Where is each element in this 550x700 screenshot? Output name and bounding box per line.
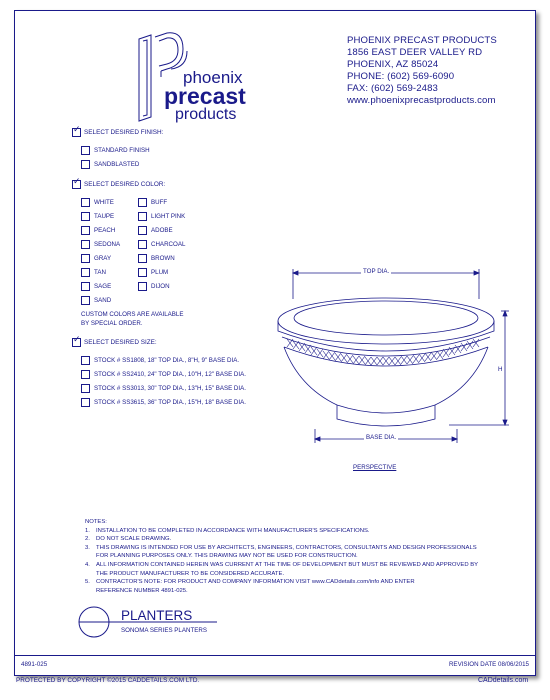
company-name: PHOENIX PRECAST PRODUCTS	[347, 35, 497, 46]
checkbox-icon[interactable]	[81, 226, 90, 235]
drawing-sheet	[14, 10, 536, 676]
logo-word-products: products	[175, 106, 237, 123]
checkbox-icon[interactable]	[81, 240, 90, 249]
title-block-title: PLANTERS	[121, 608, 193, 623]
note-row: FOR PLANNING PURPOSES ONLY. THIS DRAWING MAY NOT BE USED FOR CONSTRUCTION.	[96, 553, 358, 560]
size-header: ✓ SELECT DESIRED SIZE:	[72, 338, 157, 347]
logo-word-precast: precast	[164, 83, 246, 109]
company-city: PHOENIX, AZ 85024	[347, 59, 439, 70]
note-row: 4. ALL INFORMATION CONTAINED HEREIN WAS CURRENT AT THE TIME OF DEVELOPMENT BUT MUST BE REVIEWED AND APPROVED BY	[85, 561, 479, 568]
checkbox-icon[interactable]	[138, 254, 147, 263]
color-option-brown[interactable]: BROWN	[138, 254, 175, 263]
checked-box-icon	[72, 338, 81, 347]
planter-perspective-drawing	[265, 259, 527, 489]
custom-colors-note-line2: BY SPECIAL ORDER.	[81, 320, 143, 327]
checkbox-icon[interactable]	[138, 268, 147, 277]
color-option-adobe[interactable]: ADOBE	[138, 226, 173, 235]
rim-inner	[294, 301, 478, 335]
checkbox-icon[interactable]	[81, 398, 90, 407]
checkbox-icon[interactable]	[81, 356, 90, 365]
company-website: www.phoenixprecastproducts.com	[347, 95, 496, 106]
perspective-label: PERSPECTIVE	[353, 464, 397, 471]
checkbox-icon[interactable]	[81, 146, 90, 155]
color-option-sage[interactable]: SAGE	[81, 282, 111, 291]
size-option-ss2410[interactable]: STOCK # SS2410, 24" TOP DIA., 10"H, 12" BASE DIA.	[81, 370, 246, 379]
company-address: 1856 EAST DEER VALLEY RD	[347, 47, 483, 58]
checkbox-icon[interactable]	[138, 240, 147, 249]
notes-title: NOTES:	[85, 519, 107, 525]
checkbox-icon[interactable]	[81, 254, 90, 263]
finish-option-sandblasted[interactable]: SANDBLASTED	[81, 160, 139, 169]
checkbox-icon[interactable]	[81, 370, 90, 379]
revision-date: REVISION DATE 08/06/2015	[448, 661, 529, 668]
checkbox-icon[interactable]	[138, 226, 147, 235]
size-option-ss1808[interactable]: STOCK # SS1808, 18" TOP DIA., 8"H, 9" BASE DIA.	[81, 356, 239, 365]
sheet-reference: 4891-025	[21, 661, 48, 668]
checkbox-icon[interactable]	[138, 282, 147, 291]
note-row: REFERENCE NUMBER 4891-025.	[96, 587, 188, 594]
top-dia-label: TOP DIA.	[363, 268, 390, 275]
checkbox-icon[interactable]	[81, 384, 90, 393]
color-option-buff[interactable]: BUFF	[138, 198, 167, 207]
copyright-notice: PROTECTED BY COPYRIGHT ©2015 CADDETAILS.COM LTD.	[16, 677, 200, 684]
title-divider	[15, 655, 535, 656]
company-phone: PHONE: (602) 569-6090	[347, 71, 455, 82]
note-row: 1. INSTALLATION TO BE COMPLETED IN ACCORDANCE WITH MANUFACTURER'S SPECIFICATIONS.	[85, 527, 370, 534]
checkbox-icon[interactable]	[81, 268, 90, 277]
color-option-taupe[interactable]: TAUPE	[81, 212, 114, 221]
color-option-white[interactable]: WHITE	[81, 198, 114, 207]
finish-option-standard[interactable]: STANDARD FINISH	[81, 146, 150, 155]
color-option-sedona[interactable]: SEDONA	[81, 240, 120, 249]
logo-word-phoenix: phoenix	[183, 68, 243, 87]
color-option-light-pink[interactable]: LIGHT PINK	[138, 212, 185, 221]
checkbox-icon[interactable]	[81, 212, 90, 221]
custom-colors-note-line1: CUSTOM COLORS ARE AVAILABLE	[81, 311, 184, 318]
caddetails-link[interactable]: CADdetails.com	[478, 677, 529, 684]
height-label: H	[498, 366, 503, 373]
color-option-gray[interactable]: GRAY	[81, 254, 111, 263]
checkbox-icon[interactable]	[138, 212, 147, 221]
checkbox-icon[interactable]	[81, 198, 90, 207]
company-fax: FAX: (602) 569-2483	[347, 83, 438, 94]
checked-box-icon	[72, 180, 81, 189]
color-option-dijon[interactable]: DIJON	[138, 282, 170, 291]
base-dia-label: BASE DIA.	[366, 434, 397, 441]
size-option-ss3013[interactable]: STOCK # SS3013, 30" TOP DIA., 13"H, 15" BASE DIA.	[81, 384, 246, 393]
note-row: 2. DO NOT SCALE DRAWING.	[85, 536, 172, 543]
company-info	[347, 35, 497, 107]
note-row: THE PRODUCT MANUFACTURER TO BE CONSIDERED ACCURATE.	[96, 570, 285, 577]
note-row: 3. THIS DRAWING IS INTENDED FOR USE BY ARCHITECTS, ENGINEERS, CONTRACTORS, CONSULTANTS AND DESIGN PROFESSIONALS	[85, 544, 477, 551]
notes-section	[85, 518, 478, 595]
checkbox-icon[interactable]	[81, 296, 90, 305]
size-option-ss3615[interactable]: STOCK # SS3615, 36" TOP DIA., 15"H, 18" BASE DIA.	[81, 398, 246, 407]
color-header: ✓ SELECT DESIRED COLOR:	[72, 180, 165, 189]
color-option-sand[interactable]: SAND	[81, 296, 111, 305]
checkbox-icon[interactable]	[81, 282, 90, 291]
color-option-plum[interactable]: PLUM	[138, 268, 168, 277]
finish-header: ✓ SELECT DESIRED FINISH:	[72, 128, 163, 137]
note-row: 5. CONTRACTOR'S NOTE: FOR PRODUCT AND COMPANY INFORMATION VISIT www.CADdetails.com/info AND ENTER	[85, 579, 415, 586]
checkbox-icon[interactable]	[81, 160, 90, 169]
checked-box-icon	[72, 128, 81, 137]
rim-outer	[278, 298, 494, 344]
color-option-charcoal[interactable]: CHARCOAL	[138, 240, 185, 249]
checkbox-icon[interactable]	[138, 198, 147, 207]
color-option-peach[interactable]: PEACH	[81, 226, 115, 235]
color-option-tan[interactable]: TAN	[81, 268, 106, 277]
title-block-subtitle: SONOMA SERIES PLANTERS	[121, 627, 207, 634]
